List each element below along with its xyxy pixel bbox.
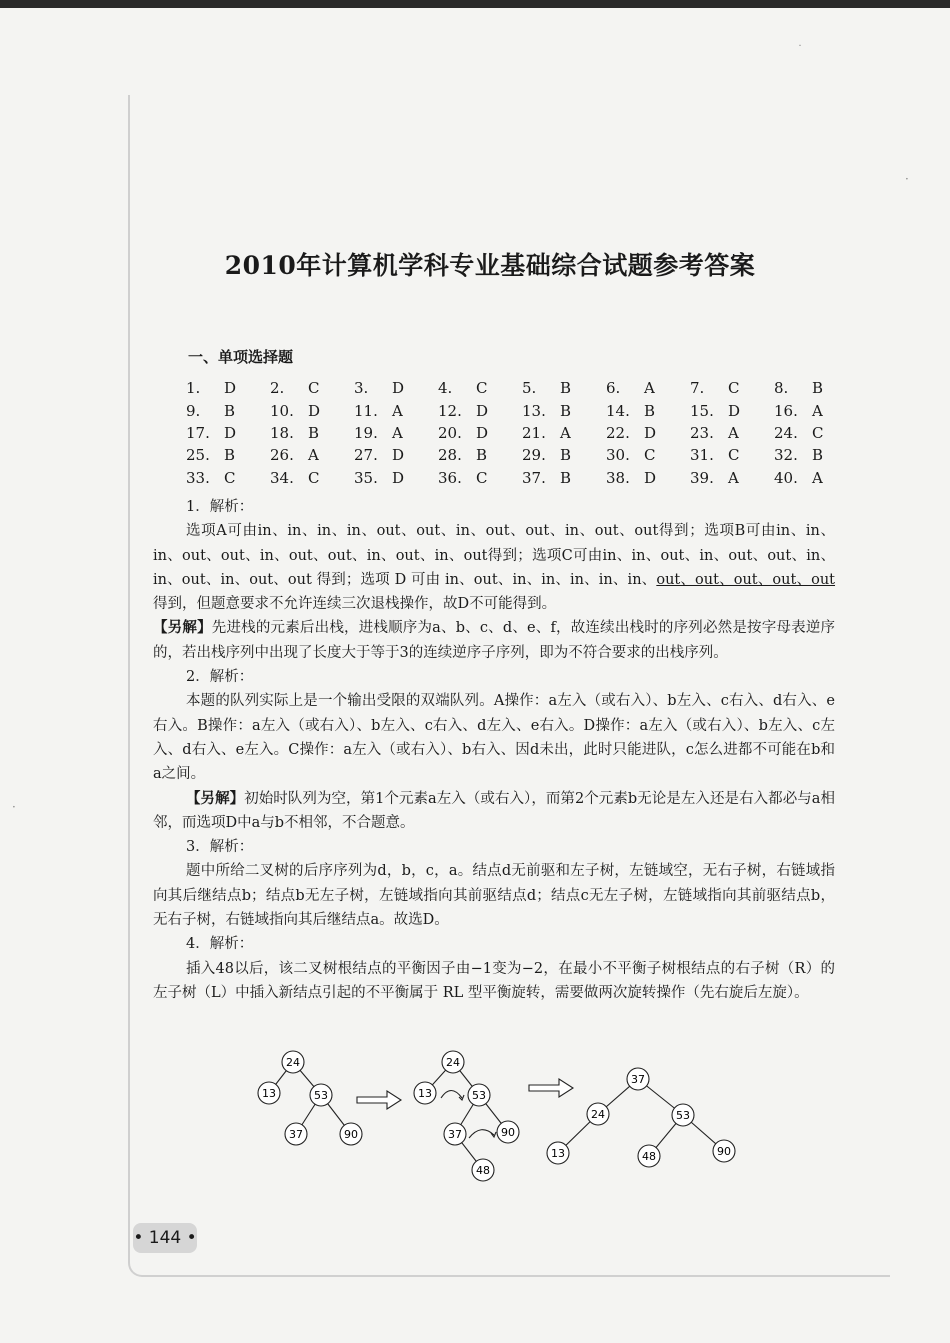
tree-node xyxy=(444,1123,466,1145)
question-number: 1. xyxy=(186,379,201,398)
question-number: 29. xyxy=(522,446,546,465)
tree-node-label: 13 xyxy=(262,1087,276,1100)
question-number: 18. xyxy=(270,423,294,442)
tree-node-label: 24 xyxy=(286,1056,300,1069)
answer-letter: B xyxy=(224,401,236,420)
answer-letter: C xyxy=(224,468,236,487)
q1-text: 选项A可由in、in、in、in、out、out、in、out、out、in、out、out得到；选项B可由in、in、in、out、out、in、out、out、in、out、in、out得到；选项C可由in、in、out、in、out、out、in、in、out、in、out、out 得到；选项 D 可由 in、out、in、in、in、in、in、 xyxy=(153,523,835,588)
answer-letter: A xyxy=(644,379,655,398)
question-number: 36. xyxy=(438,468,462,487)
question-number: 12. xyxy=(438,401,462,420)
question-number: 39. xyxy=(690,468,714,487)
question-number: 40. xyxy=(774,468,798,487)
q2-alt-paragraph xyxy=(153,787,835,836)
question-number: 27. xyxy=(354,446,378,465)
answer-letter: A xyxy=(392,401,403,420)
question-number: 30. xyxy=(606,446,630,465)
q1-underlined-text: out、out、out、out、out xyxy=(656,571,836,588)
tree-node-label: 37 xyxy=(448,1128,462,1141)
tree-node xyxy=(442,1051,464,1073)
q1-text-end: 得到，但题意要求不允许连续三次退栈操作，故D不可能得到。 xyxy=(153,596,557,613)
q4-heading: 4．解析： xyxy=(186,936,254,953)
question-number: 26. xyxy=(270,446,294,465)
page-number: • 144 • xyxy=(133,1223,197,1253)
tree-node-label: 90 xyxy=(501,1126,515,1139)
question-number: 19. xyxy=(354,423,378,442)
alt-label: 【另解】 xyxy=(186,790,245,807)
question-number: 34. xyxy=(270,468,294,487)
tree-node xyxy=(547,1142,569,1164)
answer-letter: B xyxy=(812,379,824,398)
tree-node xyxy=(713,1140,735,1162)
tree-node-label: 37 xyxy=(289,1128,303,1141)
answer-letter: A xyxy=(812,401,823,420)
q1-alt-text: 先进栈的元素后出栈，进栈顺序为a、b、c、d、e、f，故连续出栈时的序列必然是按字母表逆序的，若出栈序列中出现了长度大于等于3的连续逆序子序列，即为不符合要求的出栈序列。 xyxy=(153,620,836,661)
answer-letter: D xyxy=(644,423,657,442)
answer-row xyxy=(180,422,852,444)
q4-paragraph: 插入48以后，该二叉树根结点的平衡因子由−1变为−2，在最小不平衡子树根结点的右子树（R）的左子树（L）中插入新结点引起的不平衡属于 RL 型平衡旋转，需要做两次旋转操作（先右旋后左旋）。 xyxy=(153,960,835,1001)
answer-letter: D xyxy=(476,401,489,420)
tree-node-label: 90 xyxy=(344,1128,358,1141)
question-number: 31. xyxy=(690,446,714,465)
answer-row xyxy=(180,444,852,466)
scan-speck: · xyxy=(12,800,16,814)
tree-node-label: 53 xyxy=(472,1089,486,1102)
answer-letter: B xyxy=(308,423,320,442)
answer-letter: A xyxy=(812,468,823,487)
answer-letter: C xyxy=(308,468,320,487)
tree-node xyxy=(587,1103,609,1125)
answer-letter: A xyxy=(392,423,403,442)
q1-heading: 1．解析： xyxy=(186,499,254,515)
tree-node xyxy=(627,1068,649,1090)
question-number: 35. xyxy=(354,468,378,487)
question-number: 23. xyxy=(690,423,714,442)
question-number: 25. xyxy=(186,446,210,465)
tree-node-label: 24 xyxy=(591,1108,605,1121)
question-number: 3. xyxy=(354,379,369,398)
question-number: 33. xyxy=(186,468,210,487)
question-number: 32. xyxy=(774,446,798,465)
question-number: 13. xyxy=(522,401,546,420)
q1-paragraph xyxy=(153,519,835,616)
answer-letter: C xyxy=(812,423,824,442)
answer-letter: B xyxy=(812,446,824,465)
question-number: 6. xyxy=(606,379,621,398)
tree-node xyxy=(340,1123,362,1145)
answer-letter: D xyxy=(392,468,405,487)
tree-node xyxy=(497,1121,519,1143)
answer-letter: D xyxy=(392,446,405,465)
scan-speck: · xyxy=(905,172,909,186)
q3-heading: 3．解析： xyxy=(186,839,254,856)
tree-node xyxy=(414,1082,436,1104)
tree-node-label: 13 xyxy=(418,1087,432,1100)
answer-row xyxy=(180,377,852,399)
answer-letter: C xyxy=(476,468,488,487)
section-heading: 一、单项选择题 xyxy=(188,348,294,366)
answer-letter: A xyxy=(728,468,739,487)
answer-table xyxy=(180,377,852,489)
tree-node-label: 13 xyxy=(551,1147,565,1160)
answer-letter: D xyxy=(224,423,237,442)
question-number: 37. xyxy=(522,468,546,487)
scan-top-edge xyxy=(0,0,950,8)
tree-node xyxy=(285,1123,307,1145)
question-number: 22. xyxy=(606,423,630,442)
answer-letter: D xyxy=(728,401,741,420)
explanations xyxy=(153,495,835,1005)
answer-row xyxy=(180,467,852,489)
question-number: 20. xyxy=(438,423,462,442)
answer-letter: D xyxy=(476,423,489,442)
question-number: 38. xyxy=(606,468,630,487)
question-number: 5. xyxy=(522,379,537,398)
q2-paragraph: 本题的队列实际上是一个输出受限的双端队列。A操作：a左入（或右入）、b左入、c右入、d右入、e右入。B操作：a左入（或右入）、b左入、c右入、d左入、e右入。D操作：a左入（或右入）、b左入、c左入、d右入、e左入。C操作：a左入（或右入）、b右入、因d未出，此时只能进队，c怎么进都不可能在b和a之间。 xyxy=(153,693,835,783)
answer-letter: C xyxy=(728,446,740,465)
scan-speck: ˙ xyxy=(797,43,803,57)
answer-letter: B xyxy=(560,446,572,465)
question-number: 7. xyxy=(690,379,705,398)
answer-letter: C xyxy=(728,379,740,398)
tree-node xyxy=(468,1084,490,1106)
question-number: 16. xyxy=(774,401,798,420)
tree-node xyxy=(638,1145,660,1167)
tree-node xyxy=(258,1082,280,1104)
avl-rotation-figure xyxy=(245,1045,765,1190)
tree-node xyxy=(282,1051,304,1073)
answer-letter: C xyxy=(644,446,656,465)
tree-node-label: 37 xyxy=(631,1073,645,1086)
tree-node-label: 90 xyxy=(717,1145,731,1158)
tree-node xyxy=(472,1159,494,1181)
alt-label: 【另解】 xyxy=(153,620,212,637)
question-number: 17. xyxy=(186,423,210,442)
answer-letter: A xyxy=(560,423,571,442)
answer-letter: B xyxy=(560,379,572,398)
tree-node-label: 24 xyxy=(446,1056,460,1069)
answer-letter: B xyxy=(560,401,572,420)
answer-letter: A xyxy=(728,423,739,442)
tree-node-label: 48 xyxy=(476,1164,490,1177)
answer-letter: B xyxy=(224,446,236,465)
tree-node-label: 53 xyxy=(314,1089,328,1102)
question-number: 2. xyxy=(270,379,285,398)
transform-arrow xyxy=(357,1079,573,1109)
tree-node-label: 48 xyxy=(642,1150,656,1163)
question-number: 24. xyxy=(774,423,798,442)
tree-node-label: 53 xyxy=(676,1109,690,1122)
answer-letter: A xyxy=(308,446,319,465)
question-number: 9. xyxy=(186,401,201,420)
tree-node xyxy=(310,1084,332,1106)
question-number: 14. xyxy=(606,401,630,420)
q2-heading: 2．解析： xyxy=(186,669,254,686)
answer-row xyxy=(180,399,852,421)
answer-letter: D xyxy=(224,379,237,398)
question-number: 11. xyxy=(354,401,378,420)
answer-letter: C xyxy=(308,379,320,398)
question-number: 10. xyxy=(270,401,294,420)
q3-paragraph: 题中所给二叉树的后序序列为d，b，c，a。结点d无前驱和左子树，左链域空，无右子树，右链域指向其后继结点b；结点b无左子树，左链域指向其前驱结点d；结点c无左子树，左链域指向其前驱结点b，无右子树，右链域指向其后继结点a。故选D。 xyxy=(153,863,835,929)
answer-letter: D xyxy=(392,379,405,398)
q2-alt-text: 初始时队列为空，第1个元素a左入（或右入），而第2个元素b无论是左入还是右入都必与a相邻，而选项D中a与b不相邻，不合题意。 xyxy=(153,790,835,831)
question-number: 8. xyxy=(774,379,789,398)
question-number: 28. xyxy=(438,446,462,465)
answer-letter: C xyxy=(476,379,488,398)
question-number: 21. xyxy=(522,423,546,442)
question-number: 4. xyxy=(438,379,453,398)
answer-letter: B xyxy=(476,446,488,465)
answer-letter: B xyxy=(644,401,656,420)
answer-letter: D xyxy=(644,468,657,487)
answer-letter: B xyxy=(560,468,572,487)
tree-node xyxy=(672,1104,694,1126)
question-number: 15. xyxy=(690,401,714,420)
answer-letter: D xyxy=(308,401,321,420)
page-title: 2010年计算机学科专业基础综合试题参考答案 xyxy=(224,251,756,280)
q1-alt-paragraph xyxy=(153,616,835,665)
